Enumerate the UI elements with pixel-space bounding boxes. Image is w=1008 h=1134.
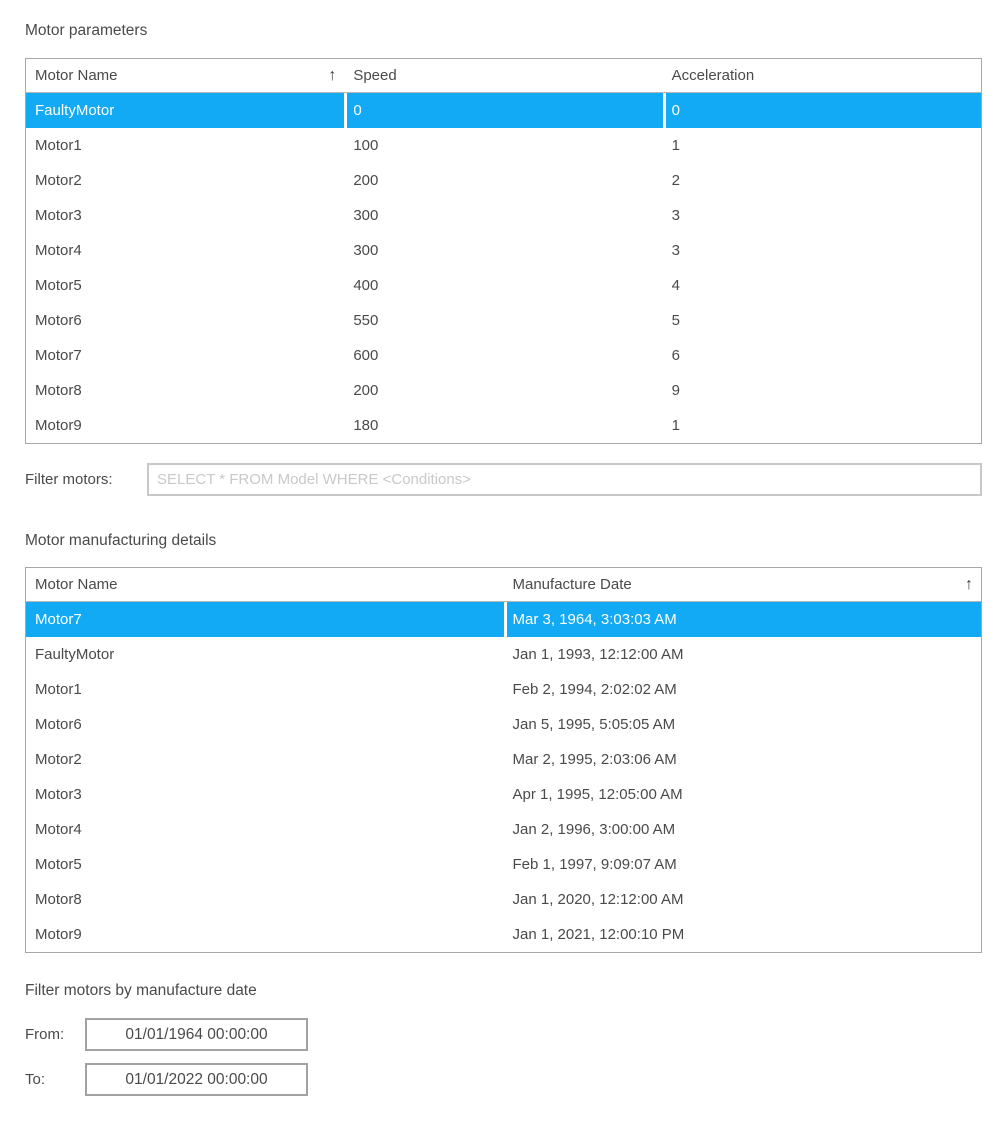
- table-row[interactable]: [26, 338, 981, 373]
- manufacturing-details-title: Motor manufacturing details: [25, 532, 217, 549]
- table-cell: Motor7: [35, 347, 82, 364]
- sort-ascending-icon: ↑: [965, 575, 973, 593]
- table-cell: 400: [344, 268, 662, 303]
- table-cell: 200: [344, 163, 662, 198]
- from-date-input[interactable]: [85, 1018, 308, 1051]
- to-row: [25, 1063, 982, 1096]
- column-label: Speed: [353, 66, 397, 84]
- table-cell: Motor6: [35, 312, 82, 329]
- table-cell: 0: [344, 93, 662, 128]
- table-row[interactable]: [26, 707, 981, 742]
- sort-ascending-icon: ↑: [328, 66, 337, 84]
- table-row[interactable]: [26, 93, 981, 128]
- table-row[interactable]: [26, 303, 981, 338]
- to-label: To:: [25, 1071, 46, 1088]
- to-date-input[interactable]: [85, 1063, 308, 1096]
- manufacturing-details-table: [25, 567, 982, 953]
- column-header-motor-name[interactable]: [26, 59, 344, 92]
- table-cell: Motor3: [35, 207, 82, 224]
- table-cell: Jan 5, 1995, 5:05:05 AM: [504, 707, 982, 742]
- motor-parameters-header: [26, 59, 981, 93]
- table-cell: 0: [663, 93, 981, 128]
- table-row[interactable]: [26, 602, 981, 637]
- table-row[interactable]: [26, 373, 981, 408]
- from-row: [25, 1018, 982, 1051]
- table-cell: 9: [663, 373, 981, 408]
- table-cell: 5: [663, 303, 981, 338]
- table-cell: Motor1: [35, 137, 82, 154]
- manufacturing-details-rows: [26, 602, 981, 952]
- table-cell: Feb 1, 1997, 9:09:07 AM: [504, 847, 982, 882]
- table-cell: Motor3: [35, 786, 82, 803]
- column-header-motor-name[interactable]: [26, 568, 504, 601]
- table-cell: Motor4: [35, 242, 82, 259]
- motor-parameters-rows: [26, 93, 981, 443]
- table-cell: 4: [663, 268, 981, 303]
- table-cell: Jan 1, 2020, 12:12:00 AM: [504, 882, 982, 917]
- table-cell: Motor8: [35, 891, 82, 908]
- table-cell: Apr 1, 1995, 12:05:00 AM: [504, 777, 982, 812]
- table-row[interactable]: [26, 777, 981, 812]
- table-cell: 300: [344, 198, 662, 233]
- column-label: Motor Name: [35, 66, 118, 84]
- table-row[interactable]: [26, 128, 981, 163]
- table-cell: 3: [663, 233, 981, 268]
- table-cell: 200: [344, 373, 662, 408]
- table-cell: 300: [344, 233, 662, 268]
- from-label: From:: [25, 1026, 65, 1043]
- table-row[interactable]: [26, 198, 981, 233]
- table-cell: 180: [344, 408, 662, 443]
- table-cell: Motor2: [35, 172, 82, 189]
- table-cell: Motor5: [35, 856, 82, 873]
- table-row[interactable]: [26, 882, 981, 917]
- filter-motors-input[interactable]: [147, 463, 982, 496]
- table-row[interactable]: [26, 917, 981, 952]
- table-row[interactable]: [26, 637, 981, 672]
- table-cell: Jan 1, 1993, 12:12:00 AM: [504, 637, 982, 672]
- table-row[interactable]: [26, 847, 981, 882]
- column-header-manufacture-date[interactable]: [504, 568, 982, 601]
- table-row[interactable]: [26, 408, 981, 443]
- table-cell: FaultyMotor: [35, 646, 115, 663]
- table-cell: Motor9: [35, 417, 82, 434]
- table-cell: Motor1: [35, 681, 82, 698]
- table-row[interactable]: [26, 163, 981, 198]
- motor-parameters-table: [25, 58, 982, 444]
- date-filter-title: Filter motors by manufacture date: [25, 982, 257, 999]
- manufacturing-details-header: [26, 568, 981, 602]
- filter-motors-label: Filter motors:: [25, 471, 113, 488]
- table-cell: 6: [663, 338, 981, 373]
- table-cell: 550: [344, 303, 662, 338]
- filter-motors-row: [25, 463, 982, 496]
- table-row[interactable]: [26, 233, 981, 268]
- column-label: Acceleration: [671, 66, 755, 84]
- motor-parameters-title: Motor parameters: [25, 22, 148, 39]
- table-row[interactable]: [26, 268, 981, 303]
- table-cell: 1: [663, 408, 981, 443]
- table-cell: FaultyMotor: [35, 102, 115, 119]
- table-cell: Mar 3, 1964, 3:03:03 AM: [504, 602, 982, 637]
- table-cell: 2: [663, 163, 981, 198]
- table-cell: 1: [663, 128, 981, 163]
- table-cell: Motor9: [35, 926, 82, 943]
- column-label: Motor Name: [35, 575, 118, 593]
- table-cell: Motor4: [35, 821, 82, 838]
- page: [25, 23, 982, 1096]
- column-header-speed[interactable]: [344, 59, 662, 92]
- table-row[interactable]: [26, 742, 981, 777]
- table-row[interactable]: [26, 812, 981, 847]
- table-cell: Motor8: [35, 382, 82, 399]
- table-cell: Motor6: [35, 716, 82, 733]
- table-cell: 3: [663, 198, 981, 233]
- table-cell: 100: [344, 128, 662, 163]
- column-label: Manufacture Date: [512, 575, 632, 593]
- table-cell: Jan 1, 2021, 12:00:10 PM: [504, 917, 982, 952]
- table-cell: Mar 2, 1995, 2:03:06 AM: [504, 742, 982, 777]
- table-cell: Motor2: [35, 751, 82, 768]
- column-header-acceleration[interactable]: [663, 59, 981, 92]
- table-cell: Feb 2, 1994, 2:02:02 AM: [504, 672, 982, 707]
- table-cell: Motor5: [35, 277, 82, 294]
- table-cell: Jan 2, 1996, 3:00:00 AM: [504, 812, 982, 847]
- table-cell: 600: [344, 338, 662, 373]
- table-cell: Motor7: [35, 611, 82, 628]
- table-row[interactable]: [26, 672, 981, 707]
